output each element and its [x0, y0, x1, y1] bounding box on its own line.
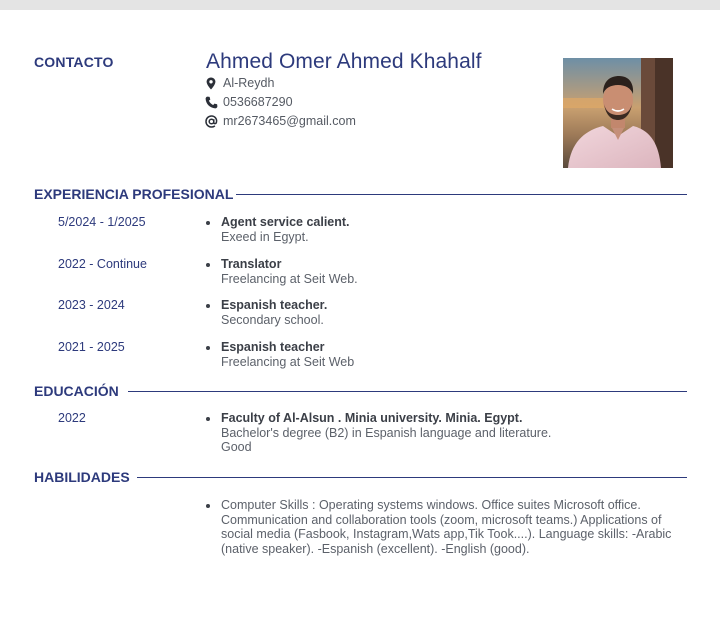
experience-entry [221, 340, 691, 369]
education-detail: Bachelor's degree (B2) in Espanish language and literature. [221, 425, 552, 440]
location-line [204, 75, 274, 91]
experience-date: 2023 - 2024 [58, 298, 125, 312]
education-heading: EDUCACIÓN [34, 383, 119, 399]
experience-entry [221, 298, 691, 327]
phone-icon [204, 95, 218, 109]
education-divider [128, 391, 687, 392]
experience-entry [221, 215, 691, 244]
phone-text: 0536687290 [223, 95, 293, 109]
education-grade: Good [221, 440, 252, 454]
email-text: mr2673465@gmail.com [223, 114, 356, 128]
bullet [206, 221, 210, 225]
at-sign-icon [204, 114, 218, 128]
bullet [206, 504, 210, 508]
education-entry [221, 411, 691, 455]
contact-heading: CONTACTO [34, 54, 114, 70]
location-text: Al-Reydh [223, 76, 275, 90]
education-date: 2022 [58, 411, 86, 425]
experience-detail: Freelancing at Seit Web. [221, 271, 358, 286]
top-bar [0, 0, 720, 10]
location-pin-icon [204, 76, 218, 90]
bullet [206, 346, 210, 350]
experience-title: Agent service calient. [221, 215, 350, 229]
experience-title: Espanish teacher. [221, 298, 328, 312]
experience-detail: Secondary school. [221, 312, 324, 327]
phone-line [204, 94, 293, 110]
experience-title: Espanish teacher [221, 340, 325, 354]
skills-text: Computer Skills : Operating systems windows. Office suites Microsoft office. Communication and collaboration tools (zoom, microsoft teams.) Applications of social media (Fasbook, Instagram,Wats app,Tik Took....). Language skills: -Arabic (native speaker). -Espanish (excellent). -English (good). [221, 498, 672, 556]
experience-entry [221, 257, 691, 286]
experience-detail: Exeed in Egypt. [221, 229, 309, 244]
experience-date: 2022 - Continue [58, 257, 147, 271]
experience-divider [236, 194, 687, 195]
experience-date: 5/2024 - 1/2025 [58, 215, 146, 229]
experience-heading: EXPERIENCIA PROFESIONAL [34, 186, 234, 202]
profile-photo [563, 58, 673, 168]
experience-date: 2021 - 2025 [58, 340, 125, 354]
full-name: Ahmed Omer Ahmed Khahalf [206, 50, 482, 73]
bullet [206, 304, 210, 308]
education-title: Faculty of Al-Alsun . Minia university. Minia. Egypt. [221, 411, 523, 425]
bullet [206, 263, 210, 267]
bullet [206, 417, 210, 421]
email-line [204, 113, 356, 129]
skills-entry [221, 498, 687, 556]
skills-divider [137, 477, 687, 478]
skills-heading: HABILIDADES [34, 469, 130, 485]
experience-detail: Freelancing at Seit Web [221, 354, 355, 369]
experience-title: Translator [221, 257, 282, 271]
